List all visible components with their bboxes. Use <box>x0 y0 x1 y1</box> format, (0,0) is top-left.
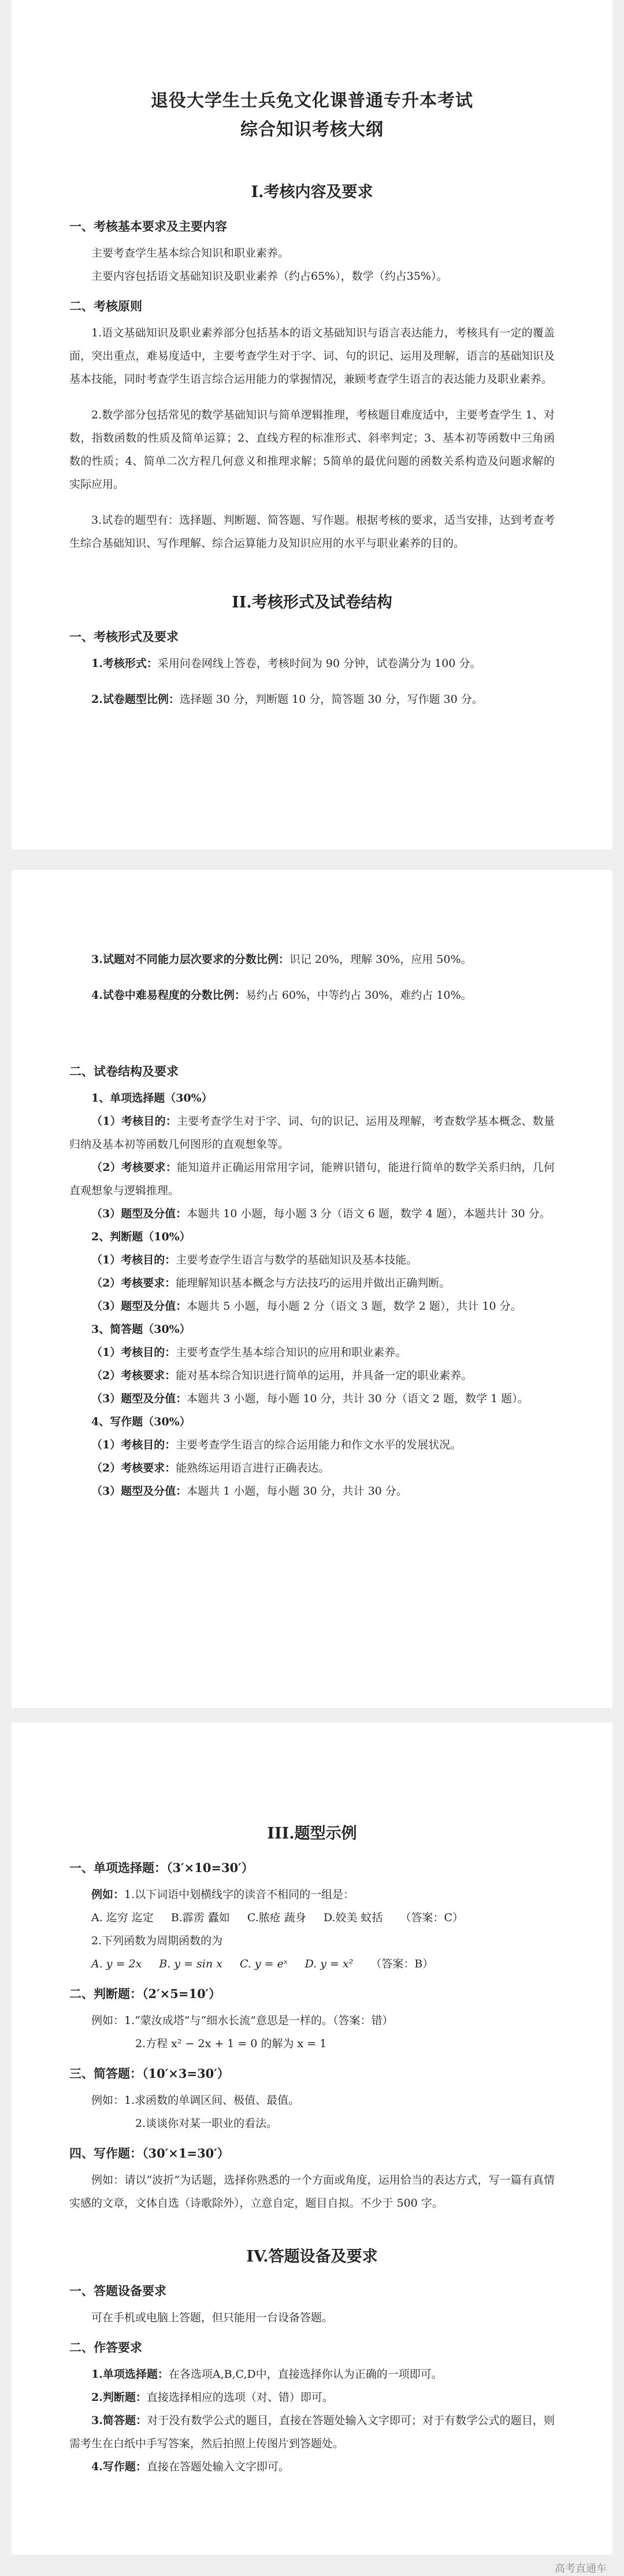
paragraph <box>69 2386 555 2409</box>
label: （1）考核目的： <box>91 1115 177 1128</box>
options-line <box>69 1952 555 1975</box>
option-a: A. 迄穷 迄定 <box>91 1911 154 1924</box>
value: 能理解知识基本概念与方法技巧的运用并做出正确判断。 <box>176 1277 451 1289</box>
paragraph: 3.试卷的题型有：选择题、判断题、简答题、写作题。根据考核的要求，适当安排，达到考查考生综合基础知识、写作理解、综合运算能力及知识应用的水平与职业素养的目的。 <box>69 514 555 550</box>
label: （3）题型及分值： <box>91 1300 187 1313</box>
paragraph: 主要内容包括语文基础知识及职业素养（约占65%），数学（约占35%）。 <box>91 270 448 283</box>
watermark-brand: 高考直通车 <box>555 2563 607 2574</box>
section-4-title: IV.答题设备及要求 <box>246 2248 378 2266</box>
value: 直接在答题处输入文字即可。 <box>146 2460 289 2473</box>
paragraph <box>69 1341 555 1364</box>
example-line <box>69 1883 555 1906</box>
option-c: C.脓疮 蔬身 <box>247 1911 306 1924</box>
paragraph: 例如：请以“波折”为话题，选择你熟悉的一个方面或角度，运用恰当的表达方式，写一篇有真情实感的文章，文体自选（诗歌除外），立意自定，题目自拟。不少于 500 字。 <box>69 2174 555 2210</box>
paragraph <box>69 652 555 675</box>
value: 主要考查学生语言的综合运用能力和作文水平的发展状况。 <box>176 1439 462 1451</box>
paragraph <box>69 2455 555 2478</box>
value: 本题共 10 小题，每小题 3 分（语文 6 题，数学 4 题），本题共计 30 分。 <box>187 1207 551 1220</box>
label: 3.试题对不同能力层次要求的分数比例： <box>91 953 289 966</box>
paragraph <box>69 948 555 971</box>
value: 在各选项A,B,C,D中，直接选择你认为正确的一项即可。 <box>168 2368 443 2381</box>
value: 本题共 5 小题，每小题 2 分（语文 3 题，数学 2 题），共计 10 分。 <box>187 1300 522 1313</box>
paragraph <box>69 688 555 711</box>
paragraph: 1.语文基础知识及职业素养部分包括基本的语文基础知识与语言表达能力，考核具有一定的覆盖面，突出重点，难易度适中，主要考查学生对于字、词、句的识记、运用及理解，语言的基础知识及基本技能，同时考查学生语言综合运用能力的掌握情况，兼顾考查学生语言的表达能力及职业素养。 <box>69 327 555 386</box>
label: （3）题型及分值： <box>91 1485 187 1498</box>
question-type-heading: 4、写作题（30%） <box>91 1415 191 1428</box>
value: 1.以下词语中划横线字的读音不相同的一组是： <box>124 1888 355 1901</box>
heading-true-false: 二、判断题：（2′×5=10′） <box>69 1986 221 2001</box>
option-b: B. y = sin x <box>159 1958 222 1970</box>
example-line: 2.方程 x² − 2x + 1 = 0 的解为 x = 1 <box>135 2037 327 2050</box>
value: 能知道并正确运用常用字词，能辨识错句，能进行简单的数学关系归纳，几何直观想象与逻辑推理。 <box>69 1161 555 1197</box>
label: 4.写作题： <box>91 2460 147 2473</box>
value: 对于没有数学公式的题目，直接在答题处输入文字即可；对于有数学公式的题目，则需考生在白纸中手写答案，然后拍照上传图片到答题处。 <box>69 2414 555 2450</box>
label: （1）考核目的： <box>91 1439 176 1451</box>
example-line: 例如：1.“蒙汝成塔”与“细水长流”意思是一样的。（答案：错） <box>91 2014 393 2027</box>
label: （2）考核要求： <box>91 1277 176 1289</box>
value: 采用问卷网线上答卷，考核时间为 90 分钟，试卷满分为 100 分。 <box>157 657 481 670</box>
paragraph <box>69 2363 555 2386</box>
heading-answer-requirements: 二、作答要求 <box>69 2340 142 2355</box>
heading-writing: 四、写作题：（30′×1=30′） <box>69 2146 229 2160</box>
paragraph: 可在手机或电脑上答题，但只能用一台设备答题。 <box>91 2311 333 2324</box>
section-3-title: III.题型示例 <box>267 1825 357 1843</box>
paragraph <box>69 1295 555 1318</box>
value: 主要考查学生语言与数学的基础知识及基本技能。 <box>176 1254 418 1266</box>
label: 3.简答题： <box>91 2414 147 2427</box>
option-d: D. y = x² <box>304 1958 354 1970</box>
paragraph <box>69 1272 555 1295</box>
value: 主要考查学生基本综合知识的应用和职业素养。 <box>176 1346 407 1359</box>
section-2-title: II.考核形式及试卷结构 <box>232 594 392 611</box>
option-d: D.姣美 蚊括 <box>323 1911 383 1924</box>
value: 本题共 3 小题，每小题 10 分，共计 30 分（语文 2 题，数学 1 题）。 <box>187 1392 529 1405</box>
label: 2.判断题： <box>91 2391 147 2404</box>
paragraph <box>69 1456 555 1480</box>
paragraph <box>69 1364 555 1387</box>
value: 直接选择相应的选项（对、错）即可。 <box>146 2391 333 2404</box>
heading-paper-structure: 二、试卷结构及要求 <box>69 1064 179 1078</box>
label: 例如： <box>91 1888 125 1901</box>
option-b: B.霹雳 蠹如 <box>170 1911 230 1924</box>
label: 4.试卷中难易程度的分数比例： <box>91 989 246 1002</box>
label: （1）考核目的： <box>91 1254 176 1266</box>
answer: （答案：B） <box>370 1958 434 1970</box>
value: 易约占 60%，中等约占 30%，难约占 10%。 <box>245 989 472 1002</box>
section-1-title: I.考核内容及要求 <box>251 183 373 201</box>
example-line: 例如：1.求函数的单调区间、极值、最值。 <box>91 2094 300 2107</box>
option-c: C. y = eˣ <box>239 1958 288 1970</box>
heading-device: 一、答题设备要求 <box>69 2284 166 2298</box>
label: 2.试卷题型比例： <box>91 693 180 706</box>
document-title <box>69 87 555 144</box>
paragraph: 主要考查学生基本综合知识和职业素养。 <box>91 247 289 260</box>
title-line-1: 退役大学生士兵免文化课普通专升本考试 <box>151 91 473 111</box>
value: 能对基本综合知识进行简单的运用，并具备一定的职业素养。 <box>176 1369 473 1382</box>
document-page-2 <box>12 870 612 1708</box>
example-line: 2.下列函数为周期函数的为 <box>91 1934 223 1947</box>
label: （3）题型及分值： <box>91 1392 187 1405</box>
heading-basic-requirements: 一、考核基本要求及主要内容 <box>69 219 227 233</box>
document-page-3 <box>12 1722 612 2555</box>
value: 识记 20%，理解 30%，应用 50%。 <box>289 953 472 966</box>
value: 能熟练运用语言进行正确表达。 <box>176 1462 330 1474</box>
label: （3）题型及分值： <box>91 1207 187 1220</box>
paragraph <box>69 1156 555 1202</box>
example-line: 2.谈谈你对某一职业的看法。 <box>135 2117 278 2130</box>
paragraph <box>69 1110 555 1156</box>
heading-principles: 二、考核原则 <box>69 299 142 313</box>
label: （2）考核要求： <box>91 1161 177 1174</box>
answer: （答案：C） <box>400 1911 464 1924</box>
question-type-heading: 3、简答题（30%） <box>91 1323 191 1336</box>
document-page-1 <box>12 0 612 850</box>
paragraph <box>69 2409 555 2455</box>
paragraph <box>69 1480 555 1503</box>
paragraph <box>69 1433 555 1456</box>
value: 主要考查学生对于字、词、句的识记、运用及理解，考查数学基本概念、数量归纳及基本初等函数几何图形的直观想象等。 <box>69 1115 555 1151</box>
paragraph <box>69 1202 555 1225</box>
question-type-heading: 1、单项选择题（30%） <box>91 1092 213 1104</box>
label: 1.考核形式： <box>91 657 158 670</box>
heading-short-answer: 三、简答题：（10′×3=30′） <box>69 2066 229 2081</box>
paragraph <box>69 984 555 1007</box>
heading-exam-form: 一、考核形式及要求 <box>69 629 179 644</box>
heading-single-choice: 一、单项选择题：（3′×10=30′） <box>69 1860 254 1875</box>
paragraph: 2.数学部分包括常见的数学基础知识与简单逻辑推理，考核题目难度适中，主要考查学生 1、对数，指数函数的性质及简单运算；2、直线方程的标准形式、斜率判定；3、基本初等函数中三角函数的性质；4、简单二次方程几何意义和推理求解；5简单的最优问题的函数关系构造及问题求解的实际应用。 <box>69 409 555 491</box>
label: （2）考核要求： <box>91 1462 176 1474</box>
label: 1.单项选择题： <box>91 2368 169 2381</box>
label: （2）考核要求： <box>91 1369 176 1382</box>
options-line <box>69 1906 555 1929</box>
paragraph <box>69 1248 555 1272</box>
label: （1）考核目的： <box>91 1346 176 1359</box>
value: 本题共 1 小题，每小题 30 分，共计 30 分。 <box>187 1485 407 1498</box>
paragraph <box>69 1387 555 1410</box>
option-a: A. y = 2x <box>91 1958 142 1970</box>
value: 选择题 30 分，判断题 10 分，简答题 30 分，写作题 30 分。 <box>179 693 483 706</box>
question-type-heading: 2、判断题（10%） <box>91 1230 191 1243</box>
title-line-2: 综合知识考核大纲 <box>240 120 384 140</box>
